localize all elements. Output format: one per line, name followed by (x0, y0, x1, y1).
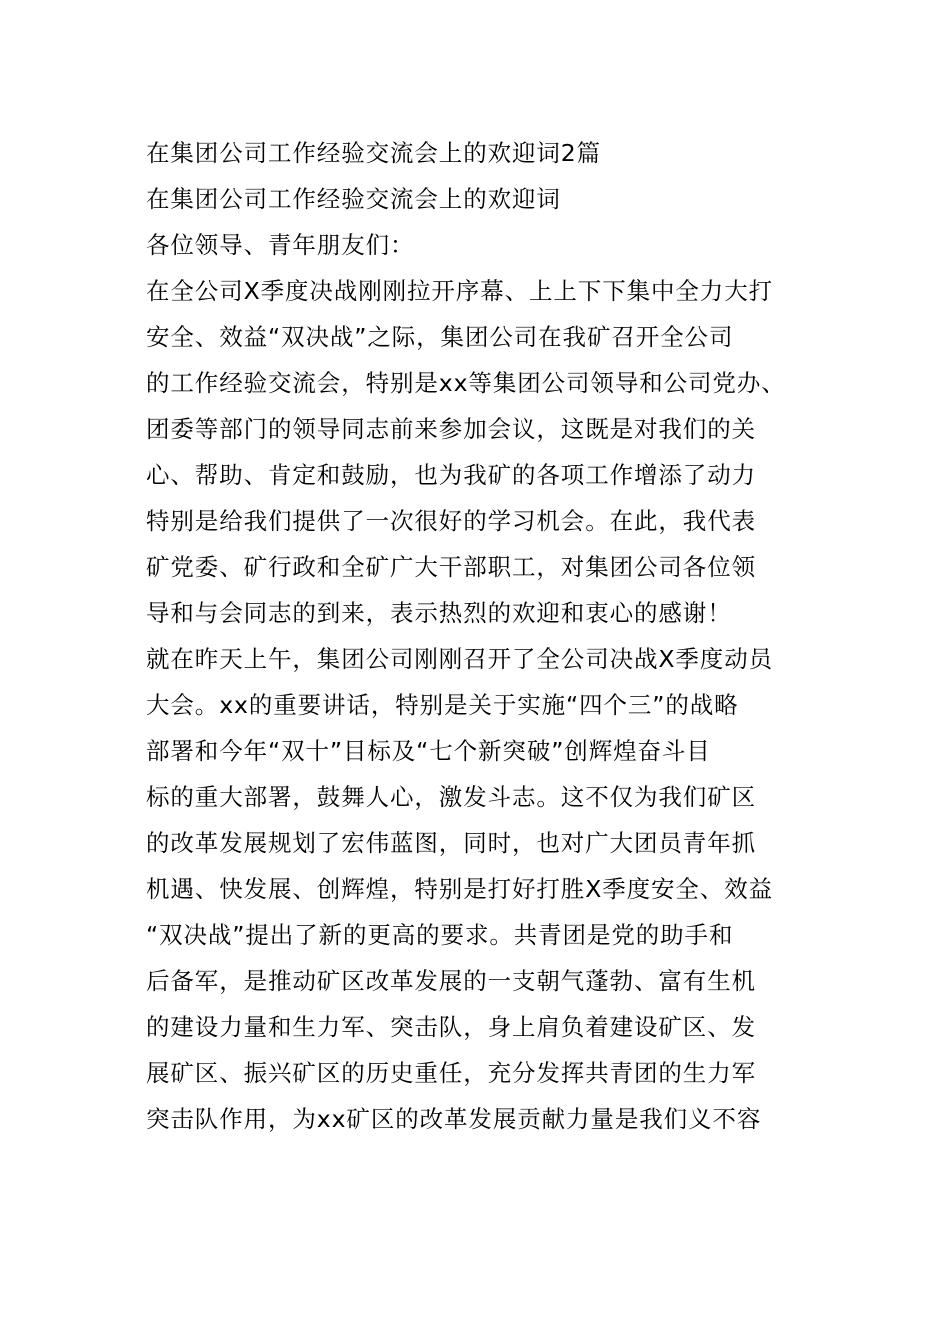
paragraph-line: 的工作经验交流会，特别是xx等集团公司领导和公司党办、 (146, 369, 786, 397)
paragraph-line: 在全公司X季度决战刚刚拉开序幕、上上下下集中全力大打 (146, 277, 773, 305)
paragraph-line: 矿党委、矿行政和全矿广大干部职工，对集团公司各位领 (146, 553, 756, 581)
paragraph-line: 心、帮助、肯定和鼓励，也为我矿的各项工作增添了动力 (146, 461, 756, 489)
paragraph-line: 后备军，是推动矿区改革发展的一支朝气蓬勃、富有生机 (146, 967, 756, 995)
paragraph-line: 大会。xx的重要讲话，特别是关于实施“四个三”的战略 (146, 691, 739, 719)
paragraph-line: 标的重大部署，鼓舞人心，激发斗志。这不仅为我们矿区 (146, 783, 756, 811)
paragraph-line: 的建设力量和生力军、突击队，身上肩负着建设矿区、发 (146, 1013, 756, 1041)
paragraph-line: 安全、效益“双决战”之际，集团公司在我矿召开全公司 (146, 323, 734, 351)
paragraph-line: 展矿区、振兴矿区的历史重任，充分发挥共青团的生力军 (146, 1059, 756, 1087)
paragraph-line: “双决战”提出了新的更高的要求。共青团是党的助手和 (146, 921, 734, 949)
paragraph-line: 特别是给我们提供了一次很好的学习机会。在此，我代表 (146, 507, 756, 535)
salutation: 各位领导、青年朋友们： (146, 231, 415, 259)
document-title: 在集团公司工作经验交流会上的欢迎词2篇 (146, 139, 602, 167)
paragraph-line: 突击队作用，为xx矿区的改革发展贡献力量是我们义不容 (146, 1105, 762, 1133)
document-body (146, 130, 816, 1142)
paragraph-line: 导和与会同志的到来，表示热烈的欢迎和衷心的感谢！ (146, 599, 732, 627)
document-subtitle: 在集团公司工作经验交流会上的欢迎词 (146, 185, 561, 213)
paragraph-line: 的改革发展规划了宏伟蓝图，同时，也对广大团员青年抓 (146, 829, 756, 857)
paragraph-line: 部署和今年“双十”目标及“七个新突破”创辉煌奋斗目 (146, 737, 711, 765)
paragraph-line: 团委等部门的领导同志前来参加会议，这既是对我们的关 (146, 415, 756, 443)
paragraph-line: 就在昨天上午，集团公司刚刚召开了全公司决战X季度动员 (146, 645, 773, 673)
paragraph-line: 机遇、快发展、创辉煌，特别是打好打胜X季度安全、效益 (146, 875, 773, 903)
